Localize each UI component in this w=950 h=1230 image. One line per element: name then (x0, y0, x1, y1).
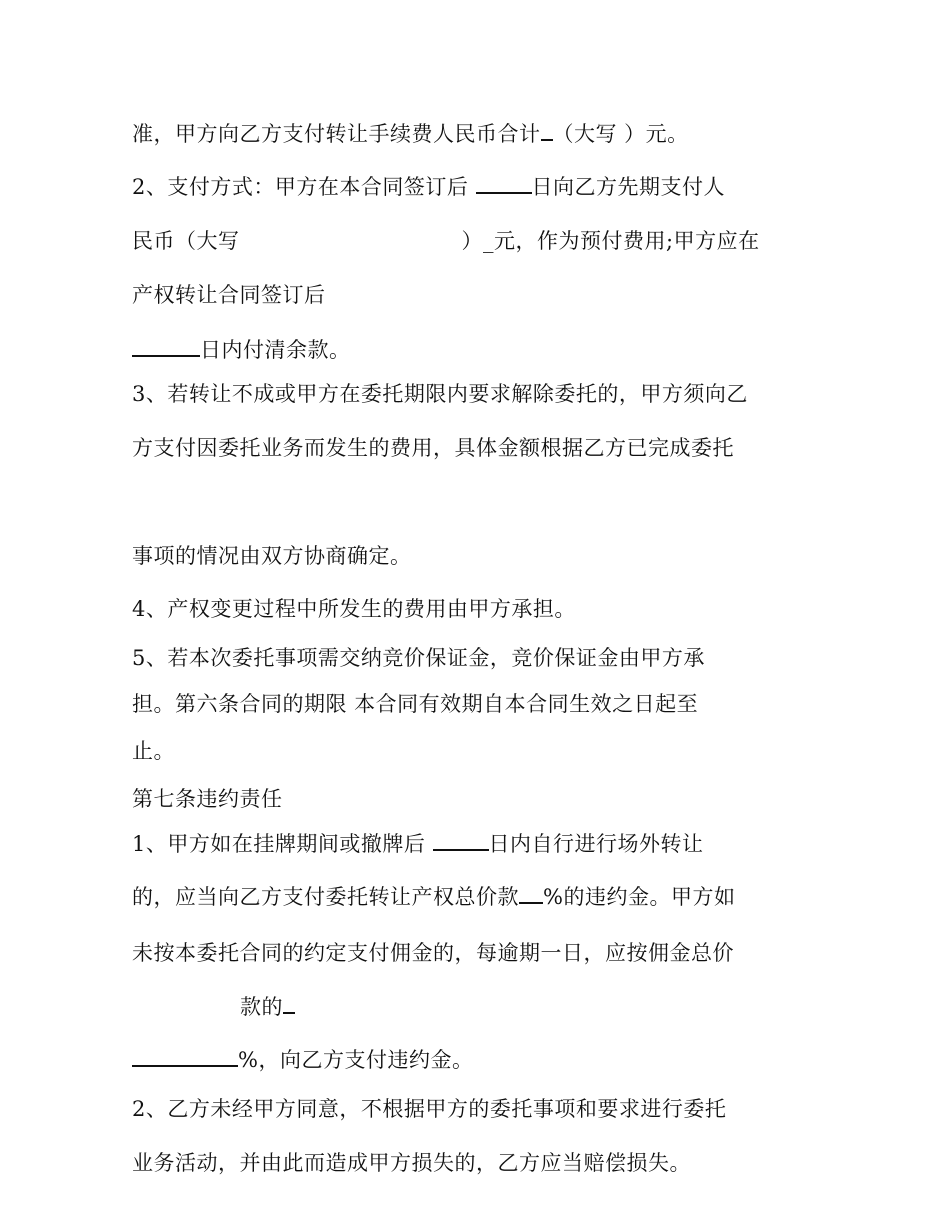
text-fee-total: 准，甲方向乙方支付转让手续费人民币合计 (132, 122, 541, 146)
section-heading-article-7 (132, 787, 283, 811)
text-article-6: 担。第六条合同的期限 本合同有效期自本合同生效之日起至 (132, 692, 699, 716)
text-offsite-transfer: 日内自行进行场外转让 (488, 832, 704, 856)
paragraph-line-14 (132, 831, 704, 856)
paragraph-line-4 (132, 283, 326, 307)
blank-advance-days (476, 174, 532, 194)
blank-fee-amount (541, 121, 553, 141)
paragraph-line-12 (132, 739, 175, 763)
text-clause-7-2: 2、乙方未经甲方同意，不根据甲方的委托事项和要求进行委托 (132, 1097, 727, 1121)
blank-overdue-percent (132, 1047, 238, 1067)
paragraph-line-2 (132, 174, 725, 199)
text-article-6-end: 止。 (132, 739, 175, 763)
text-advance-payment: 日向乙方先期支付人 (531, 175, 726, 199)
text-payment-method: 2、支付方式：甲方在本合同签订后 (132, 175, 476, 199)
paragraph-line-17 (240, 994, 295, 1019)
blank-offsite-days (433, 831, 489, 851)
paragraph-line-10 (132, 646, 705, 670)
paragraph-line-9 (132, 597, 576, 621)
paragraph-line-3 (132, 229, 760, 253)
text-clause-5: 5、若本次委托事项需交纳竞价保证金，竞价保证金由甲方承 (132, 646, 705, 670)
text-transfer-contract: 产权转让合同签订后 (132, 283, 326, 307)
text-article-7-title: 第七条违约责任 (132, 787, 283, 811)
blank-balance-days (132, 337, 200, 357)
text-penalty: %的违约金。甲方如 (543, 885, 736, 909)
paragraph-line-16 (132, 941, 734, 965)
text-clause-7-2-end: 业务活动，并由此而造成甲方损失的，乙方应当赔偿损失。 (132, 1151, 691, 1175)
paragraph-line-11 (132, 692, 698, 716)
paragraph-line-7 (132, 436, 734, 460)
paragraph-line-19 (132, 1097, 726, 1121)
text-clause-3-cont: 方支付因委托业务而发生的费用，具体金额根据乙方已完成委托 (132, 436, 734, 460)
text-overdue-penalty: %，向乙方支付违约金。 (238, 1048, 474, 1072)
text-rmb-uppercase: 民币（大写 (132, 229, 240, 253)
paragraph-line-6 (132, 382, 748, 406)
blank-price-short (283, 994, 295, 1014)
blank-penalty-percent (519, 884, 543, 904)
paragraph-line-1 (132, 121, 689, 146)
text-total-price: 的，应当向乙方支付委托转让产权总价款 (132, 885, 519, 909)
text-prepaid-fee: ）_元，作为预付费用;甲方应在 (461, 229, 760, 253)
text-fee-uppercase: （大写 ）元。 (552, 122, 689, 146)
text-balance-payment: 日内付清余款。 (200, 338, 351, 362)
paragraph-line-18 (132, 1047, 473, 1072)
text-commission-overdue: 未按本委托合同的约定支付佣金的，每逾期一日，应按佣金总价 (132, 941, 734, 965)
text-clause-4: 4、产权变更过程中所发生的费用由甲方承担。 (132, 597, 576, 621)
text-clause-3-end: 事项的情况由双方协商确定。 (132, 544, 412, 568)
paragraph-line-20 (132, 1151, 691, 1175)
paragraph-line-8 (132, 544, 412, 568)
text-price-of: 款的 (240, 995, 283, 1019)
text-clause-7-1: 1、甲方如在挂牌期间或撤牌后 (132, 832, 433, 856)
paragraph-line-5 (132, 337, 351, 362)
paragraph-line-15 (132, 884, 735, 909)
text-clause-3: 3、若转让不成或甲方在委托期限内要求解除委托的，甲方须向乙 (132, 382, 748, 406)
